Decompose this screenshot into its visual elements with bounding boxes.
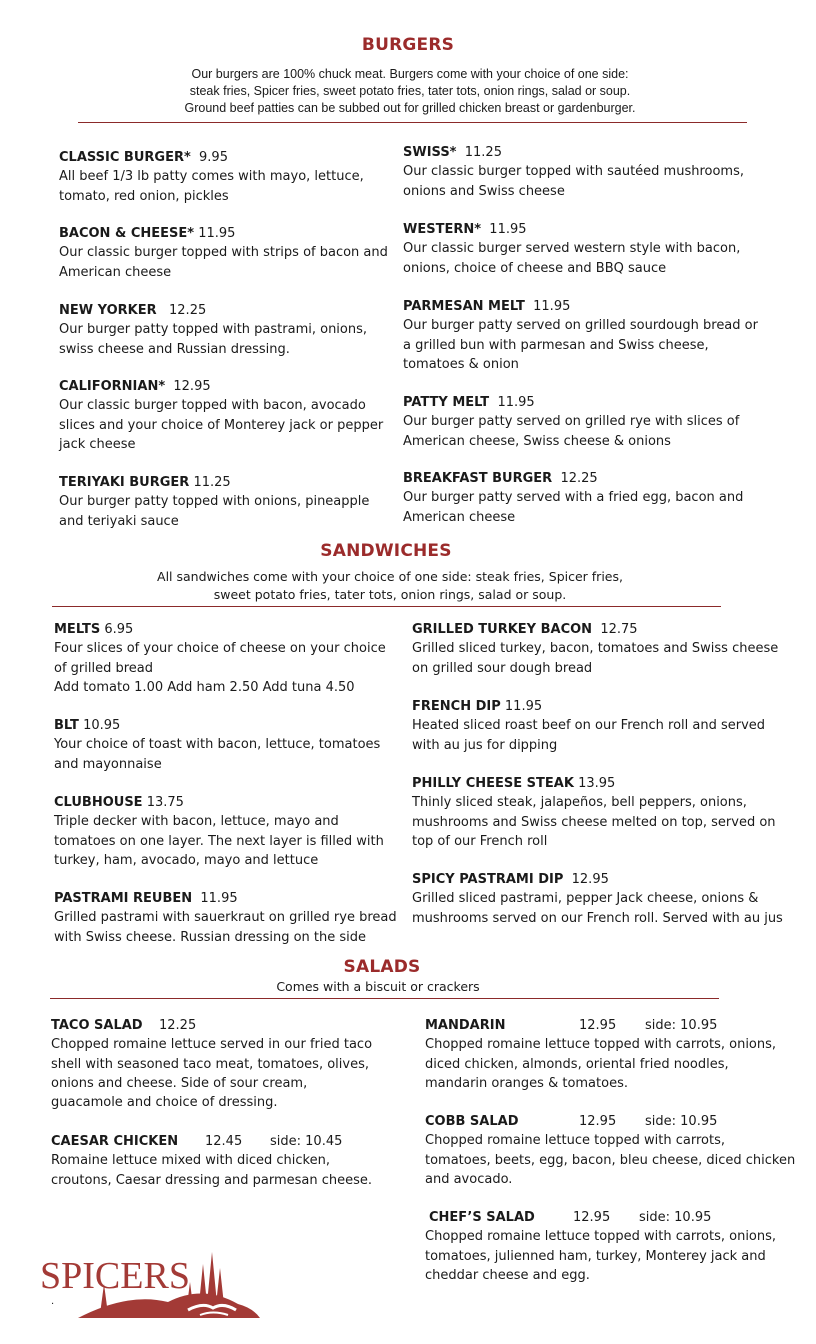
- menu-item-mandarin: MANDARIN 12.95 side: 10.95 Chopped romaine lettuce topped with carrots, onions, diced chicken, almonds, oriental fried noodles, mandarin oranges & tomatoes.: [425, 1018, 777, 1091]
- salads-divider: [50, 998, 719, 999]
- menu-item-breakfast-burger: BREAKFAST BURGER 12.25 Our burger patty served with a fried egg, bacon and American cheese: [403, 471, 744, 525]
- sandwiches-heading: SANDWICHES: [320, 541, 452, 561]
- menu-item-taco-salad: TACO SALAD 12.25 Chopped romaine lettuce served in our fried taco shell with seasoned taco meat, tomatoes, olives, onions and cheese. Side of sour cream, guacamole and choice of dressing.: [51, 1018, 373, 1111]
- menu-item-patty-melt: PATTY MELT 11.95 Our burger patty served on grilled rye with slices of American cheese, Swiss cheese & onions: [403, 395, 740, 449]
- salads-intro: Comes with a biscuit or crackers: [276, 979, 480, 994]
- burgers-intro: Our burgers are 100% chuck meat. Burgers come with your choice of one side: steak fries, Spicer fries, sweet potato fries, tater tots, onion rings, salad or soup. Ground beef patties can be subbed out for grilled chicken breast or gardenburger.: [184, 67, 636, 115]
- menu-item-spicy-pastrami-dip: SPICY PASTRAMI DIP 12.95 Grilled sliced pastrami, pepper Jack cheese, onions & mushrooms served on our French roll. Served with au jus: [412, 872, 783, 926]
- logo-wordmark: SPICERS: [40, 1255, 190, 1297]
- menu-item-swiss: SWISS* 11.25 Our classic burger topped with sautéed mushrooms, onions and Swiss cheese: [403, 145, 745, 199]
- menu-item-french-dip: FRENCH DIP 11.95 Heated sliced roast beef on our French roll and served with au jus for dipping: [412, 699, 766, 753]
- menu-item-caesar-chicken: CAESAR CHICKEN 12.45 side: 10.45 Romaine lettuce mixed with diced chicken, croutons, Caesar dressing and parmesan cheese.: [51, 1134, 373, 1188]
- menu-item-clubhouse: CLUBHOUSE 13.75 Triple decker with bacon, lettuce, mayo and tomatoes on one layer. The next layer is filled with turkey, ham, avocado, mayo and lettuce: [54, 795, 384, 868]
- menu-item-cobb-salad: COBB SALAD 12.95 side: 10.95 Chopped romaine lettuce topped with carrots, tomatoes, beets, egg, bacon, bleu cheese, diced chicken and avocado.: [425, 1114, 796, 1187]
- menu-item-blt: BLT 10.95 Your choice of toast with bacon, lettuce, tomatoes and mayonnaise: [54, 718, 381, 772]
- footer-mark: .: [51, 1296, 55, 1307]
- menu-item-melts: MELTS 6.95 Four slices of your choice of cheese on your choice of grilled bread Add tomato 1.00 Add ham 2.50 Add tuna 4.50: [54, 622, 386, 695]
- menu-item-new-yorker: NEW YORKER 12.25 Our burger patty topped with pastrami, onions, swiss cheese and Russian dressing.: [59, 303, 368, 357]
- burgers-heading: BURGERS: [361, 35, 455, 55]
- menu-item-grilled-turkey-bacon: GRILLED TURKEY BACON 12.75 Grilled sliced turkey, bacon, tomatoes and Swiss cheese on grilled sour dough bread: [412, 622, 779, 676]
- salads-heading: SALADS: [343, 957, 421, 977]
- menu-item-philly-cheese-steak: PHILLY CHEESE STEAK 13.95 Thinly sliced steak, jalapeños, bell peppers, onions, mushrooms and Swiss cheese melted on top, served on top of our French roll: [412, 776, 776, 849]
- menu-item-bacon-cheese: BACON & CHEESE* 11.95 Our classic burger topped with strips of bacon and American cheese: [59, 226, 388, 280]
- menu-item-teriyaki-burger: TERIYAKI BURGER 11.25 Our burger patty topped with onions, pineapple and teriyaki sauce: [59, 475, 370, 529]
- menu-item-pastrami-reuben: PASTRAMI REUBEN 11.95 Grilled pastrami with sauerkraut on grilled rye bread with Swiss cheese. Russian dressing on the side: [54, 891, 397, 945]
- spicers-logo: [38, 1244, 264, 1322]
- menu-item-chefs-salad: CHEF’S SALAD 12.95 side: 10.95 Chopped romaine lettuce topped with carrots, onions, tomatoes, julienned ham, turkey, Monterey jack and cheddar cheese and egg.: [425, 1210, 777, 1283]
- sandwiches-intro: All sandwiches come with your choice of one side: steak fries, Spicer fries, sweet potato fries, tater tots, onion rings, salad or soup.: [157, 569, 623, 602]
- menu-item-parmesan-melt: PARMESAN MELT 11.95 Our burger patty served on grilled sourdough bread or a grilled bun with parmesan and Swiss cheese, tomatoes & onion: [403, 299, 758, 372]
- menu-item-californian: CALIFORNIAN* 12.95 Our classic burger topped with bacon, avocado slices and your choice of Monterey jack or pepper jack cheese: [59, 379, 384, 452]
- menu-item-western: WESTERN* 11.95 Our classic burger served western style with bacon, onions, choice of cheese and BBQ sauce: [403, 222, 741, 276]
- burgers-divider: [78, 122, 747, 123]
- sandwiches-divider: [52, 606, 721, 607]
- menu-item-classic-burger: CLASSIC BURGER* 9.95 All beef 1/3 lb patty comes with mayo, lettuce, tomato, red onion, pickles: [59, 150, 364, 204]
